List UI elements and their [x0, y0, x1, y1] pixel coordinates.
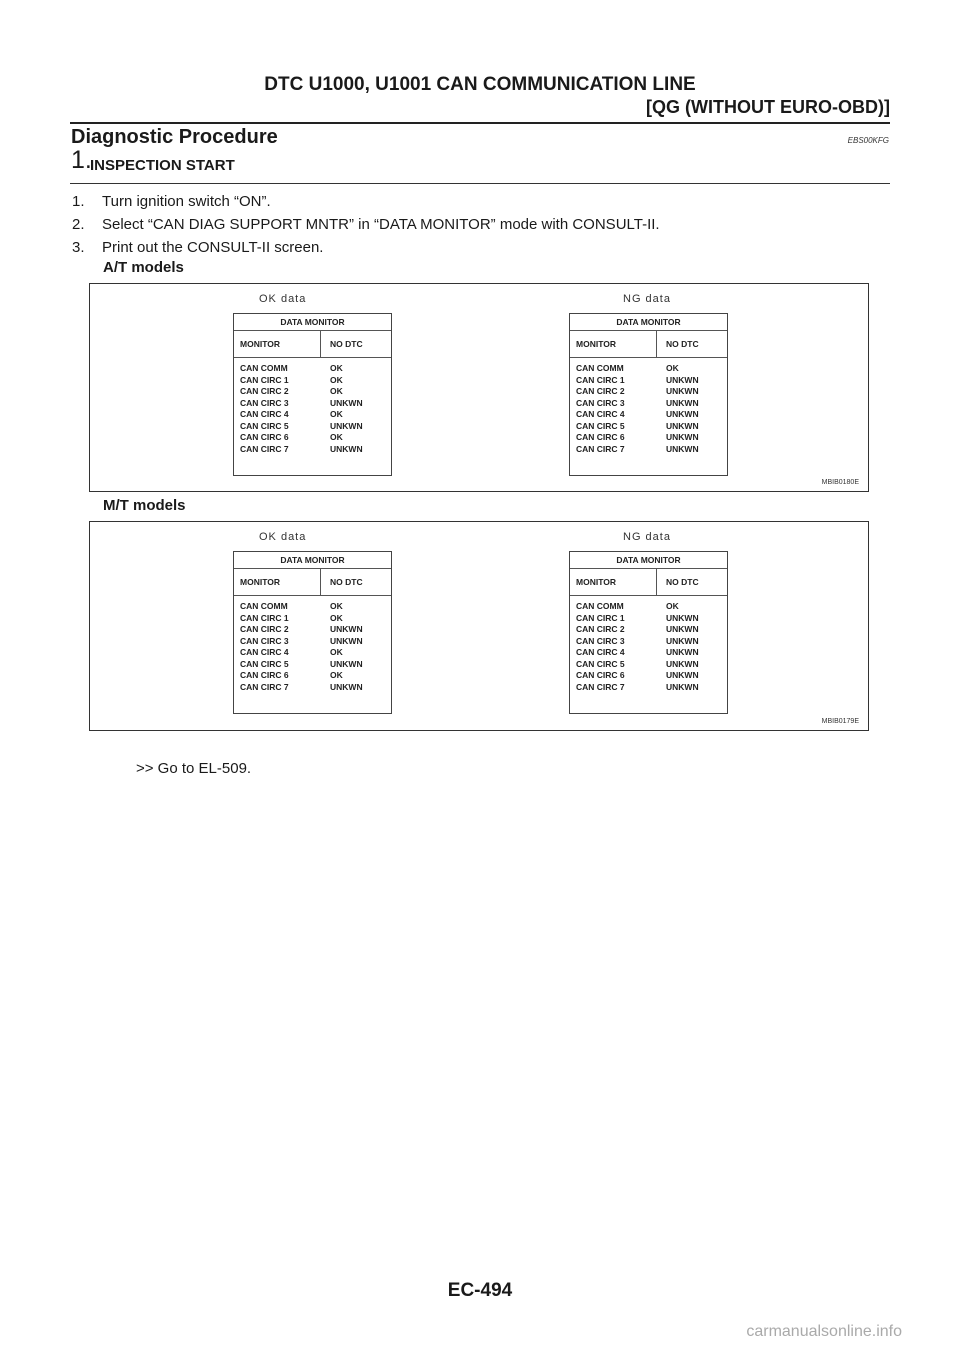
monitor-row [570, 682, 727, 694]
step-rule [70, 183, 890, 184]
page-header-title: DTC U1000, U1001 CAN COMMUNICATION LINE [264, 74, 696, 95]
row-status: UNKWN [330, 681, 363, 692]
row-item: CAN CIRC 7 [240, 681, 289, 692]
row-item: CAN COMM [240, 363, 288, 373]
goto-link[interactable]: >> Go to EL-509. [136, 760, 252, 777]
monitor-row [570, 444, 727, 456]
monitor-row [234, 421, 391, 433]
monitor-row [570, 659, 727, 671]
row-item: CAN COMM [240, 601, 288, 611]
row-item: CAN CIRC 6 [576, 670, 625, 680]
row-status: UNKWN [330, 420, 363, 431]
page-header-subtitle: [QG (WITHOUT EURO-OBD)] [646, 97, 890, 117]
row-status: OK [330, 386, 343, 396]
row-item: CAN CIRC 1 [240, 612, 289, 623]
monitor-row [570, 670, 727, 682]
row-status: UNKWN [330, 658, 363, 669]
instruction-text: Turn ignition switch “ON”. [102, 193, 271, 210]
monitor-col-label: MONITOR [576, 339, 616, 349]
instruction-text: Select “CAN DIAG SUPPORT MNTR” in “DATA MONITOR” mode with CONSULT-II. [102, 216, 660, 233]
row-item: CAN CIRC 3 [240, 397, 289, 408]
ng-data-caption: NG data [623, 293, 671, 305]
header-divider [320, 569, 321, 595]
figure-label-at: A/T models [103, 259, 184, 276]
step-number: 1. [71, 146, 92, 174]
monitor-row [234, 601, 391, 613]
row-status: UNKWN [666, 681, 699, 692]
data-monitor-ok [233, 313, 392, 476]
row-status: UNKWN [666, 443, 699, 454]
row-status: OK [330, 647, 343, 657]
row-status: OK [666, 363, 679, 373]
step-title: INSPECTION START [90, 157, 235, 174]
row-item: CAN CIRC 6 [240, 670, 289, 680]
monitor-row [234, 444, 391, 456]
row-status: OK [330, 670, 343, 680]
section-code: EBS00KFG [847, 136, 889, 145]
row-status: OK [330, 601, 343, 611]
monitor-row [570, 386, 727, 398]
monitor-row [234, 363, 391, 375]
instruction-item [72, 239, 323, 256]
header-divider [320, 331, 321, 357]
monitor-row [234, 409, 391, 421]
instruction-number: 3. [72, 239, 85, 256]
monitor-row [234, 636, 391, 648]
monitor-row [570, 398, 727, 410]
monitor-col-label: MONITOR [576, 577, 616, 587]
row-item: CAN CIRC 1 [576, 374, 625, 385]
row-item: CAN CIRC 2 [240, 386, 289, 396]
row-status: OK [666, 601, 679, 611]
row-status: OK [330, 432, 343, 442]
row-status: UNKWN [666, 397, 699, 408]
instruction-item [72, 193, 271, 210]
row-item: CAN CIRC 7 [576, 443, 625, 454]
ng-data-caption: NG data [623, 531, 671, 543]
row-status: UNKWN [666, 624, 699, 634]
row-item: CAN CIRC 2 [240, 624, 289, 634]
row-item: CAN CIRC 2 [576, 386, 625, 396]
monitor-row [234, 624, 391, 636]
no-dtc-label: NO DTC [330, 339, 363, 349]
row-item: CAN CIRC 1 [576, 612, 625, 623]
row-status: UNKWN [330, 397, 363, 408]
data-monitor-ng [569, 551, 728, 714]
row-item: CAN CIRC 4 [240, 647, 289, 657]
row-status: UNKWN [666, 374, 699, 385]
row-status: OK [330, 363, 343, 373]
row-item: CAN CIRC 6 [576, 432, 625, 442]
monitor-title: DATA MONITOR [234, 314, 391, 331]
row-item: CAN COMM [576, 601, 624, 611]
row-status: UNKWN [666, 420, 699, 431]
row-status: UNKWN [666, 612, 699, 623]
figure-code: MBIB0180E [821, 479, 859, 486]
figure-label-mt: M/T models [103, 497, 186, 514]
row-item: CAN CIRC 3 [576, 635, 625, 646]
header-divider [656, 331, 657, 357]
monitor-header [234, 331, 391, 358]
monitor-row [234, 682, 391, 694]
row-status: UNKWN [666, 386, 699, 396]
row-status: UNKWN [330, 624, 363, 634]
monitor-row [570, 601, 727, 613]
row-item: CAN CIRC 5 [576, 658, 625, 669]
monitor-row [570, 624, 727, 636]
no-dtc-label: NO DTC [666, 577, 699, 587]
row-status: UNKWN [666, 635, 699, 646]
monitor-row [570, 375, 727, 387]
row-item: CAN CIRC 4 [576, 409, 625, 419]
monitor-row [570, 432, 727, 444]
monitor-col-label: MONITOR [240, 577, 280, 587]
row-status: UNKWN [666, 647, 699, 657]
row-item: CAN CIRC 4 [576, 647, 625, 657]
row-status: OK [330, 612, 343, 623]
monitor-row [570, 363, 727, 375]
monitor-header [234, 569, 391, 596]
data-monitor-ng [569, 313, 728, 476]
row-status: OK [330, 409, 343, 419]
row-status: OK [330, 374, 343, 385]
row-item: CAN CIRC 3 [576, 397, 625, 408]
monitor-row [570, 613, 727, 625]
row-item: CAN CIRC 2 [576, 624, 625, 634]
monitor-row [570, 421, 727, 433]
instruction-number: 2. [72, 216, 85, 233]
monitor-title: DATA MONITOR [570, 552, 727, 569]
row-item: CAN CIRC 1 [240, 374, 289, 385]
ok-data-caption: OK data [259, 293, 307, 305]
watermark: carmanualsonline.info [746, 1323, 902, 1340]
section-title: Diagnostic Procedure [71, 126, 278, 148]
row-status: UNKWN [666, 409, 699, 419]
ok-data-caption: OK data [259, 531, 307, 543]
instruction-number: 1. [72, 193, 85, 210]
header-rule [70, 122, 890, 124]
row-status: UNKWN [330, 635, 363, 646]
monitor-title: DATA MONITOR [234, 552, 391, 569]
row-item: CAN CIRC 5 [240, 658, 289, 669]
row-item: CAN COMM [576, 363, 624, 373]
figure-code: MBIB0179E [821, 718, 859, 725]
figure-at-models [89, 283, 869, 492]
monitor-row [234, 670, 391, 682]
row-item: CAN CIRC 6 [240, 432, 289, 442]
row-item: CAN CIRC 4 [240, 409, 289, 419]
monitor-row [570, 409, 727, 421]
monitor-row [234, 375, 391, 387]
instruction-text: Print out the CONSULT-II screen. [102, 239, 324, 256]
figure-mt-models [89, 521, 869, 731]
no-dtc-label: NO DTC [666, 339, 699, 349]
monitor-row [234, 386, 391, 398]
row-status: UNKWN [666, 670, 699, 680]
row-item: CAN CIRC 7 [576, 681, 625, 692]
header-divider [656, 569, 657, 595]
monitor-col-label: MONITOR [240, 339, 280, 349]
monitor-row [234, 432, 391, 444]
no-dtc-label: NO DTC [330, 577, 363, 587]
monitor-row [234, 398, 391, 410]
instruction-item [72, 216, 660, 233]
monitor-row [234, 613, 391, 625]
monitor-title: DATA MONITOR [570, 314, 727, 331]
monitor-header [570, 331, 727, 358]
row-status: UNKWN [666, 658, 699, 669]
data-monitor-ok [233, 551, 392, 714]
monitor-row [570, 647, 727, 659]
page-number: EC-494 [447, 1280, 513, 1301]
monitor-header [570, 569, 727, 596]
row-item: CAN CIRC 7 [240, 443, 289, 454]
row-item: CAN CIRC 5 [576, 420, 625, 431]
monitor-row [570, 636, 727, 648]
row-status: UNKWN [666, 432, 699, 442]
row-status: UNKWN [330, 443, 363, 454]
monitor-row [234, 659, 391, 671]
monitor-row [234, 647, 391, 659]
row-item: CAN CIRC 5 [240, 420, 289, 431]
row-item: CAN CIRC 3 [240, 635, 289, 646]
